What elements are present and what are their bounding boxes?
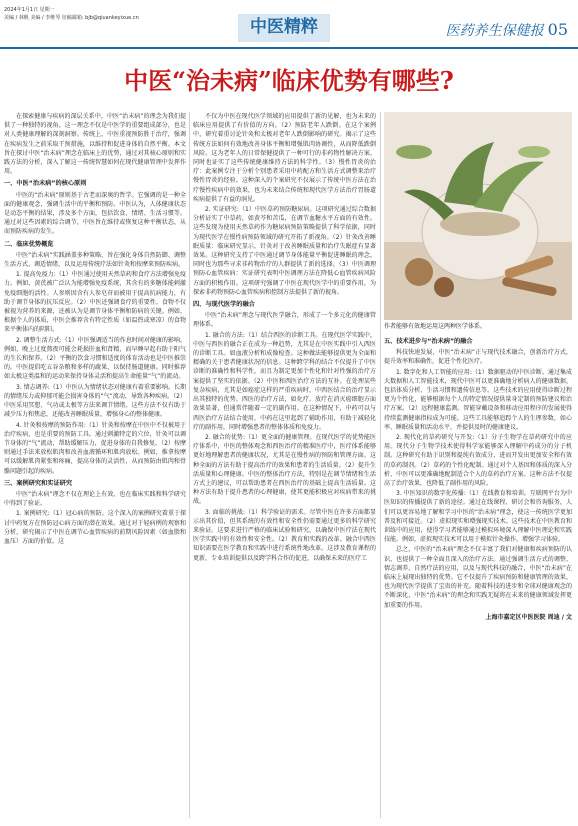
column-divider [380, 112, 381, 818]
paragraph: 3. 中医知识的数字化传播:（1）在线教育和培训。互联网平台为中医知识的传播提供了新的途径。通过在线课程、研讨会和咨询服务，人们可以更容易地了解和学习中医的“治未病”理念，使这一传统医学更加普及和可接近。（2）虚拟现实和增强现实技术。这些技术在中医教育和训练中的应用，使得学习者能够通过模拟环境深入理解中医理论和实践技能。例如，虚拟现实技术可以用于模拟针灸操作，增强学习体验。 [384, 490, 572, 544]
section-heading: 三、案例研究和实证研究 [4, 479, 73, 487]
paragraph: 中医的“治未病”原则基于古老而深奥的哲学。它强调的是一种全面的健康观念，强调生活中的平衡和预防。中医认为，人体健康状态是动态平衡的结果，涉及多个方面，包括饮食、情绪、生活习惯等。通过对这些因素的综合调节，中医旨在维持或恢复这种平衡状态，从而预防疾病的发生。 [4, 191, 186, 236]
paragraph: 3. 情志调养:（1）中医认为情绪状态对健康有着重要影响。长期的情绪压力或抑郁可能会损害身体的“气”流动，导致各种疾病。（2）中医采用冥想、气功或太极等方法来调节情绪。这些方法不仅有助于减少压力和焦虑，还能改善睡眠质量，增强身心的整体健康。 [4, 383, 186, 419]
article-column-3 [384, 334, 572, 820]
paragraph: 1. 数字化和人工智能的应用:（1）数据驱动的中医诊断。通过集成大数据和人工智能技术，现代中医可以更准确地分析病人的健康数据，包括体质分析、生活习惯和遗传信息等。这些技术的应用使得诊断过程更为个性化，能够根据每个人的特定情况提供量身定制的预防建议和治疗方案。（2）远程健康监测。智能穿戴设备和移动应用程序的发展使得持续监测健康指标成为可能。这些工具能够追踪个人的生理参数，如心率、睡眠质量和活动水平，并提供及时的健康建议。 [384, 368, 572, 431]
brand-name: 医药养生保健报 [445, 23, 544, 39]
issue-date: 2024年1月1日 星期一 [4, 7, 55, 13]
section-heading: 二、临床优势概览 [4, 240, 54, 248]
paragraph: 不仅为中医在现代医学领域的应用提供了新的见解，也为未来的临床应用提供了有价值的方向。（2）预防老年人跌倒。在这个案例中，研究着重讨论针灸和太极对老年人跌倒影响的研究。揭示了这些传统方法如何有效地改善身体平衡和增强肌肉协调性，从而降低跌倒风险。这为老年人的日常保健提供了一种可行的非药物性解决方案，同时也证实了这些传统健康维持方法的科学性。（3）慢性胃炎的治疗：此案例专注于分析个别患者采用中药配方和生活方式调整来治疗慢性胃炎的经验。这种深入的个案研究不仅展示了传统中医方法在治疗慢性疾病中的效果，也为未来结合传统和现代医学方法治疗胃肠道疾病提供了有益的洞见。 [193, 113, 376, 203]
article-column-2 [193, 112, 376, 820]
paragraph: 在探索健康与疾病的深层关系中，中医“治未病”的理念为我们提供了一种独特的视角。这一理念不仅是中医学的重要组成部分，也是对人类健康理解的深刻洞察。传统上，中医重视预防胜于治疗，强调在疾病发生之前采取干预措施，以维持和促进身体的自然平衡。本文旨在探讨中医“治未病”理念在临床上的优势，通过对其核心原则和实践方法的分析，深入了解这一传统智慧如何在现代健康管理中发挥作用。 [4, 113, 186, 176]
paragraph: 2. 融合的优势:（1）更全面的健康管理。在现代医学的优势能医疗体系中，中医的整体观念和西医治疗的精准医疗中，医疗体系能够更好地理解患者的健康状况，尤其是在慢性病的预防和管理方面。这种全面的方法有助于提高治疗的效果和患者的生活质量。（2）提升生活质量和心理健康。中医的整体治疗方法，特别是在调节情绪和生活方式上的建议，可以帮助患者在西医治疗的基础上提高生活质量。这种方法有助于提升患者的心理健康，使其更能积极应对疾病带来的挑战。 [193, 433, 376, 506]
paragraph: 2. 现代化的草药研究与开发:（1）分子生物学在草药研究中的应用。现代分子生物学技术使得科学家能够深入理解中药成分的分子机制。这种研究有助于识别和提纯有效成分，进而开发出更加安全和有效的草药制剂。（2）草药的个性化配制。通过对个人基因和体质的深入分析，中医可以更准确地配制适合个人的草药治疗方案。这种方法不仅提高了治疗效果，也降低了副作用的风险。 [384, 434, 572, 488]
paragraph: 中医“治未病”理念不仅在理论上有效，也在临床实践和科学研究中得到了验证。 [4, 490, 186, 508]
paragraph: 3. 面临的挑战:（1）科学验证的需求。尽管中医在许多方面都显示出其价值，但其系统的有效性和安全性仍需要通过更多的科学研究来验证。这要求进行严格的临床试验和研究，以确保中医疗法在现代医学实践中的有效性和安全性。（2）教育和实践的改革。融合中西医知识需要在医学教育和实践中进行系统性地改革。这涉及教育课程的更新，专业培训提供以及跨学科合作的促进，以确保未来的医疗工 [193, 508, 376, 562]
section-banner [238, 14, 330, 42]
section-heading: 四、与现代医学的融合 [193, 301, 255, 309]
paragraph: 2. 调整生活方式:（1）中医强调适当的作息时间对健康的影响。例如，晚上过度熬夜可能会耗损肝血和肾精，而早睡早起有助于阳气的生长和保养。（2）平衡的饮食习惯和适度的体育活动也是中医推崇的。中医提倡吃五谷杂粮和多样的蔬果，以保持肠道健康。同时推荐如太极这类温和的运动来保持身体灵活和提高生命能量“气”的流动。 [4, 336, 186, 381]
column-divider [189, 112, 190, 818]
herbal-medicine-photo [384, 112, 572, 320]
editors-line: 美编 / 林帆 美编 / 李维琴 征稿邮箱: bjb@qiuankeyixue.cn [4, 15, 139, 21]
paragraph: 1. 提高免疫力:（1）中医通过使用天然草药和食疗方法增强免疫力。例如，黄芪被广泛认为能增强免疫系统，其含有的多糖体能刺激免疫细胞的活性。人参则因含有人参皂苷而被用于提高抗病能力，有助于调节身体的抗压反应。（2）中医还强调食疗的重要性。食物不仅被视为营养的来源，还被认为是调节身体平衡和防病的关键。例如，根据个人的体质，中医会推荐含有特定性质（如温热或寒凉）的食物来平衡体内的阴阳。 [4, 271, 186, 334]
paragraph: 中医“治未病”理念与现代医学融合，形成了一个多元化的健康管理体系。 [193, 312, 376, 329]
paragraph: 2. 实证研究:（1）中医草药预防糖尿病。这项研究通过综合数据分析证实了中草药，如黄芩和苦瓜，在调节血糖水平方面的有效性。这些发现为使用天然草药作为糖尿病预防策略提供了科学依据，同时为现代医学在慢性病预防领域的研究开拓了新视角。（2）针灸改善睡眠质量：临床研究显示，针灸对于改善睡眠质量和治疗失眠症有显著效果。这种研究支持了中医通过调节身体能量平衡促进睡眠的理念，同时也为那些寻求非药物治疗的人群提供了新的选择。（3）中医调理预防心血管疾病：实证研究表明中医调理方法在降低心血管疾病风险方面的积极作用。这项研究强调了中医在现代医学中的重要作用，为探索非药物预防心血管疾病和控制方法提供了新的视角。 [193, 206, 376, 296]
paragraph: 4. 针灸和按摩的预防作用:（1）针灸和按摩在中医中不仅被用于治疗疾病，也是重要的预防工具。通过刺激特定的穴位，针灸可以调节身体的“气”流动，帮助缓解压力，促进身体的自我修复。（2）按摩则通过手法来放松肌肉和改善血液循环和肌肉放松。例如，推拿按摩可以缓解肌肉紧张和疼痛，提高身体的灵活性，从而预防由肌肉和骨骼问题引起的疾病。 [4, 421, 186, 475]
paragraph: 1. 融合的方法:（1）结合西医的诊断工具。在现代医学实践中，中医与西医的融合正在成为一种趋势，尤其是在中医实践中引入西医的诊断工具。如血液分析和成像检查。这种做法能够提供更为全面和精确的关于患者健康状况的信息。这种跨学科的结合不仅提升了中医诊断的准确性和科学性，而且为制定更加个性化和针对性强的治疗方案提供了坚实的依据。（2）中医和西医治疗方法的互补。在处理某些复杂疾病，尤其是如癌症这样的严重疾病时，中西医结合的治疗显示出其独特的优势。西医的治疗方法，如化疗、放疗在消灭癌细胞方面效果显著，但通常伴随着一定的副作用。在这种情况下，中药可以与西医治疗方法结合使用，中药在这里起到了辅助作用，有助于减轻化疗的副作用，同时增强患者的整体体质和免疫力。 [193, 331, 376, 431]
paragraph: 总之，中医的“治未病”理念不仅丰富了我们对健康和疾病预防的认识，也提供了一种全面且深入的治疗方法。通过强调生活方式的调整、情志调养、自然疗法的应用，以及与现代科技的融合，中医“治未病”在临床上展现出独特的优势。它不仅提升了疾病预防和健康管理的效果，也为现代医学提供了宝贵的补充。随着科技的进步和全球对健康观念的不断深化，中医“治未病”的理念和实践无疑将在未来的健康领域发挥更加重要的作用。 [384, 546, 572, 609]
photo-caption: 作者能够有效地运用这两种医学体系。 [384, 323, 487, 330]
article-headline: 中医“治未病”临床优势有哪些? [124, 66, 454, 95]
masthead-brand [446, 20, 568, 40]
page-number: 05 [547, 20, 568, 39]
section-heading: 一、中医“治未病”的核心原则 [4, 180, 87, 188]
page-header [0, 0, 578, 62]
author-byline: 上海市嘉定区中医医院 周迪 / 文 [485, 613, 572, 621]
header-rule [0, 47, 578, 49]
paragraph: 中医“治未病”实践涵盖多种策略，旨在强化身体自然防御、调整生活方式、调适情绪，以及运用传统疗法如针灸和按摩来预防疾病。 [4, 251, 186, 269]
paragraph: 1. 案例研究:（1）冠心病的预防。这个深入的案例研究着重于探讨中药复方在预防冠心病方面的潜在效果。通过对于轻病例的观察和分析，研究揭示了中医在调节心血管疾病的前期风险因素（如血脂和血压）方面的价值。这 [4, 510, 186, 545]
header-meta [4, 6, 139, 22]
paragraph: 科技快速发展，中医“治未病”正与现代技术融合，创新治疗方式，提升效率和准确性，促进个性化医疗。 [384, 349, 572, 366]
article-column-1 [4, 112, 186, 820]
herbs-illustration [384, 112, 572, 320]
section-title: 中医精粹 [250, 17, 318, 37]
section-heading: 五、技术进步与“治未病”的融合 [384, 338, 473, 345]
